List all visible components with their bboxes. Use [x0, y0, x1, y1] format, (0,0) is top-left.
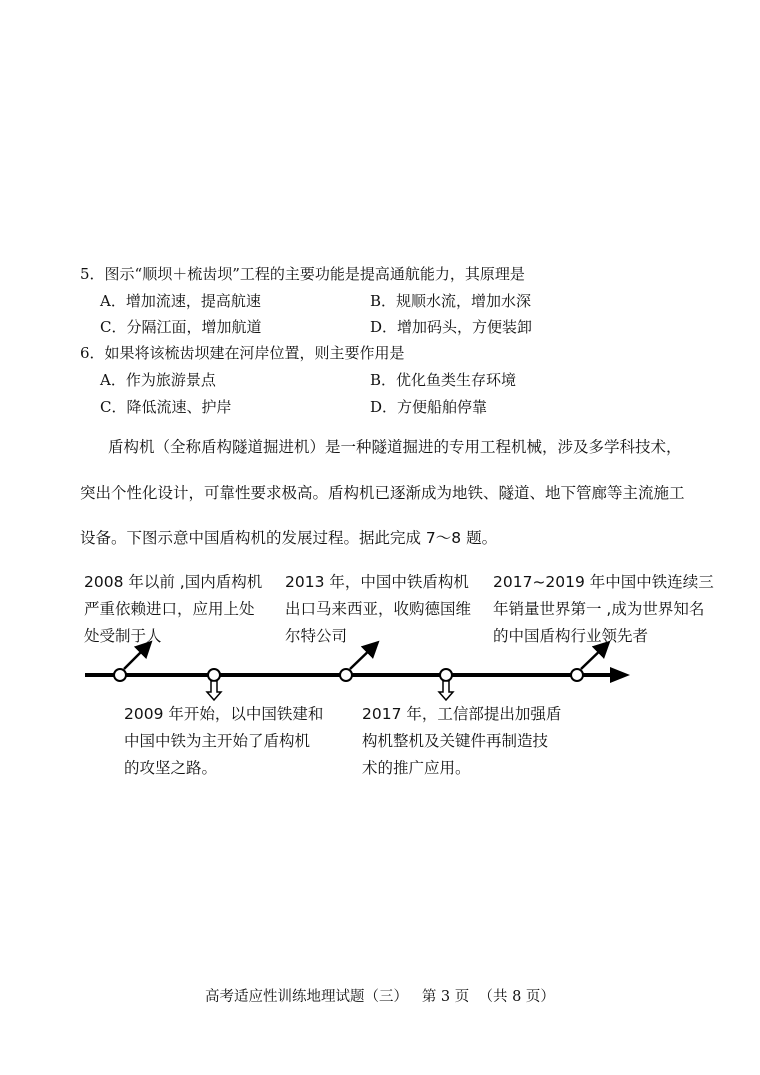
- question-6-option-d: D．方便船舶停靠: [370, 398, 488, 416]
- question-6-stem: 6．如果将该梳齿坝建在河岸位置，则主要作用是: [80, 344, 405, 362]
- timeline-event-2008: [84, 569, 284, 645]
- timeline-event-2009-line1: 2009 年开始，以中国铁建和: [124, 705, 324, 723]
- timeline-event-2013: [285, 569, 490, 645]
- question-6-option-c: C．降低流速、护岸: [100, 398, 232, 416]
- paragraph-line-2: 突出个性化设计，可靠性要求极高。盾构机已逐渐成为地铁、隧道、地下管廊等主流施工: [80, 484, 685, 502]
- question-5-option-d: D．增加码头，方便装卸: [370, 318, 533, 336]
- timeline-node-2009: [208, 669, 220, 681]
- question-6-option-a: A．作为旅游景点: [100, 371, 216, 389]
- paragraph-line-3: 设备。下图示意中国盾构机的发展过程。据此完成 7～8 题。: [80, 529, 498, 547]
- timeline-event-2009-line3: 的攻坚之路。: [124, 759, 218, 777]
- timeline-event-2013-line3: 尔特公司: [285, 627, 348, 645]
- question-5-option-b: B．规顺水流，增加水深: [370, 292, 532, 310]
- timeline-event-2008-line2: 严重依赖进口，应用上处: [84, 600, 255, 618]
- timeline-event-2017-line2: 构机整机及关键件再制造技: [362, 732, 549, 750]
- timeline-node-2017: [440, 669, 452, 681]
- timeline-node-2008: [114, 669, 126, 681]
- question-5-option-a: A．增加流速，提高航速: [100, 292, 261, 310]
- timeline-arrowhead: [610, 667, 630, 683]
- paragraph-line-1: 盾构机（全称盾构隧道掘进机）是一种隧道掘进的专用工程机械，涉及多学科技术，: [108, 438, 682, 456]
- timeline-arrow-down-2009: [207, 681, 221, 700]
- timeline-event-2017-2019: [493, 569, 718, 645]
- timeline-event-2017-2019-line2: 年销量世界第一 ,成为世界知名: [493, 600, 705, 618]
- timeline-event-2013-line1: 2013 年，中国中铁盾构机: [285, 573, 469, 591]
- timeline-arrow-down-2017: [439, 681, 453, 700]
- timeline-event-2017-2019-line1: 2017~2019 年中国中铁连续三: [493, 573, 714, 591]
- question-5-option-c: C．分隔江面，增加航道: [100, 318, 262, 336]
- timeline-event-2008-line1: 2008 年以前 ,国内盾构机: [84, 573, 263, 591]
- page-footer: 高考适应性训练地理试题（三） 第 3 页 （共 8 页）: [205, 989, 555, 1005]
- timeline-event-2017-2019-line3: 的中国盾构行业领先者: [493, 627, 649, 645]
- timeline-event-2008-line3: 处受制于人: [84, 627, 162, 645]
- timeline-event-2017: [362, 701, 572, 782]
- timeline-node-2017-2019: [571, 669, 583, 681]
- timeline-node-2013: [340, 669, 352, 681]
- question-5-stem: 5．图示“顺坝＋梳齿坝”工程的主要功能是提高通航能力，其原理是: [80, 265, 525, 283]
- timeline-event-2017-line1: 2017 年，工信部提出加强盾: [362, 705, 562, 723]
- timeline-event-2009: [124, 701, 334, 782]
- timeline-event-2013-line2: 出口马来西亚，收购德国维: [285, 600, 472, 618]
- question-6-option-b: B．优化鱼类生存环境: [370, 371, 517, 389]
- timeline-event-2009-line2: 中国中铁为主开始了盾构机: [124, 732, 311, 750]
- timeline-event-2017-line3: 术的推广应用。: [362, 759, 471, 777]
